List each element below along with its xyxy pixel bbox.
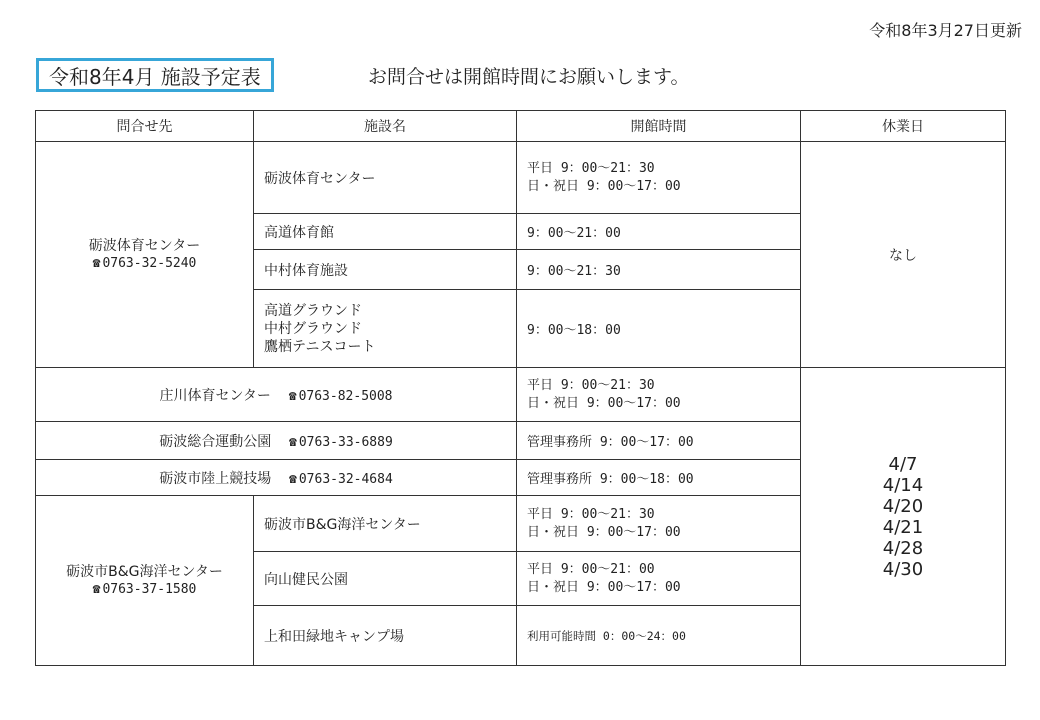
facility-hours bbox=[517, 552, 801, 606]
facility-name: 向山健民公園 bbox=[254, 552, 517, 606]
contact-phone: 0763-32-4684 bbox=[298, 471, 393, 487]
closed-days-list bbox=[801, 368, 1006, 666]
facility-name-grounds bbox=[254, 290, 517, 368]
header-closed: 休業日 bbox=[801, 111, 1006, 142]
page-title: 令和8年4月 施設予定表 bbox=[36, 58, 274, 92]
phone-icon: ☎ bbox=[288, 388, 297, 404]
phone-icon: ☎ bbox=[92, 255, 101, 271]
header-facility: 施設名 bbox=[254, 111, 517, 142]
contact-name: 砺波市B&G海洋センター bbox=[66, 563, 223, 580]
facility-name: 上和田緑地キャンプ場 bbox=[254, 606, 517, 666]
table-row bbox=[36, 142, 1006, 214]
hours-line: 日・祝日 9：00～17：00 bbox=[527, 524, 681, 540]
hours-line: 日・祝日 9：00～17：00 bbox=[527, 579, 681, 595]
facility-hours bbox=[517, 368, 801, 422]
contact-cell-bg bbox=[36, 496, 254, 666]
facility-name: 中村グラウンド bbox=[264, 320, 362, 337]
hours-line: 日・祝日 9：00～17：00 bbox=[527, 395, 681, 411]
facility-hours: 管理事務所 9：00～17：00 bbox=[517, 422, 801, 460]
closed-date: 4/20 bbox=[882, 495, 924, 517]
facility-name: 高道体育館 bbox=[254, 214, 517, 250]
facility-name: 中村体育施設 bbox=[254, 250, 517, 290]
facility-name: 砺波市B&G海洋センター bbox=[254, 496, 517, 552]
contact-phone: 0763-32-5240 bbox=[102, 255, 197, 271]
hours-line: 平日 9：00～21：00 bbox=[527, 561, 655, 577]
closed-date: 4/21 bbox=[882, 516, 924, 538]
phone-icon: ☎ bbox=[92, 581, 101, 597]
contact-notice: お問合せは開館時間にお願いします。 bbox=[368, 65, 690, 88]
hours-line: 平日 9：00～21：30 bbox=[527, 506, 655, 522]
facility-name: 高道グラウンド bbox=[264, 302, 362, 319]
hours-line: 平日 9：00～21：30 bbox=[527, 160, 655, 176]
facility-name: 砺波体育センター bbox=[254, 142, 517, 214]
contact-cell-stadium bbox=[36, 460, 517, 496]
header-hours: 開館時間 bbox=[517, 111, 801, 142]
phone-icon: ☎ bbox=[289, 471, 297, 487]
contact-name: 砺波体育センター bbox=[88, 237, 201, 254]
contact-phone: 0763-82-5008 bbox=[298, 388, 393, 404]
contact-name: 砺波市陸上競技場 bbox=[159, 470, 272, 487]
closed-date: 4/14 bbox=[882, 474, 924, 496]
facility-hours: 9：00～21：30 bbox=[517, 250, 801, 290]
contact-name: 砺波総合運動公園 bbox=[159, 433, 272, 450]
facility-schedule-table bbox=[35, 110, 1006, 666]
table-header-row bbox=[36, 111, 1006, 142]
contact-cell-shogawa bbox=[36, 368, 517, 422]
updated-date: 令和8年3月27日更新 bbox=[869, 21, 1022, 40]
facility-hours: 管理事務所 9：00～18：00 bbox=[517, 460, 801, 496]
facility-hours bbox=[517, 496, 801, 552]
closed-date: 4/30 bbox=[882, 558, 924, 580]
contact-phone: 0763-37-1580 bbox=[102, 581, 197, 597]
facility-hours bbox=[517, 142, 801, 214]
contact-phone: 0763-33-6889 bbox=[298, 434, 393, 450]
closed-days-none: なし bbox=[801, 142, 1006, 368]
contact-cell-sports-park bbox=[36, 422, 517, 460]
contact-cell-tonami bbox=[36, 142, 254, 368]
hours-line: 日・祝日 9：00～17：00 bbox=[527, 178, 681, 194]
closed-date: 4/7 bbox=[888, 453, 918, 475]
contact-name: 庄川体育センター bbox=[159, 387, 271, 404]
phone-icon: ☎ bbox=[289, 434, 297, 450]
header-contact: 問合せ先 bbox=[36, 111, 254, 142]
facility-hours: 9：00～21：00 bbox=[517, 214, 801, 250]
facility-hours: 利用可能時間 0：00～24：00 bbox=[517, 606, 801, 666]
hours-line: 平日 9：00～21：30 bbox=[527, 377, 655, 393]
table-row bbox=[36, 368, 1006, 422]
facility-hours: 9：00～18：00 bbox=[517, 290, 801, 368]
facility-name: 鷹栖テニスコート bbox=[264, 338, 376, 355]
closed-date: 4/28 bbox=[882, 537, 924, 559]
